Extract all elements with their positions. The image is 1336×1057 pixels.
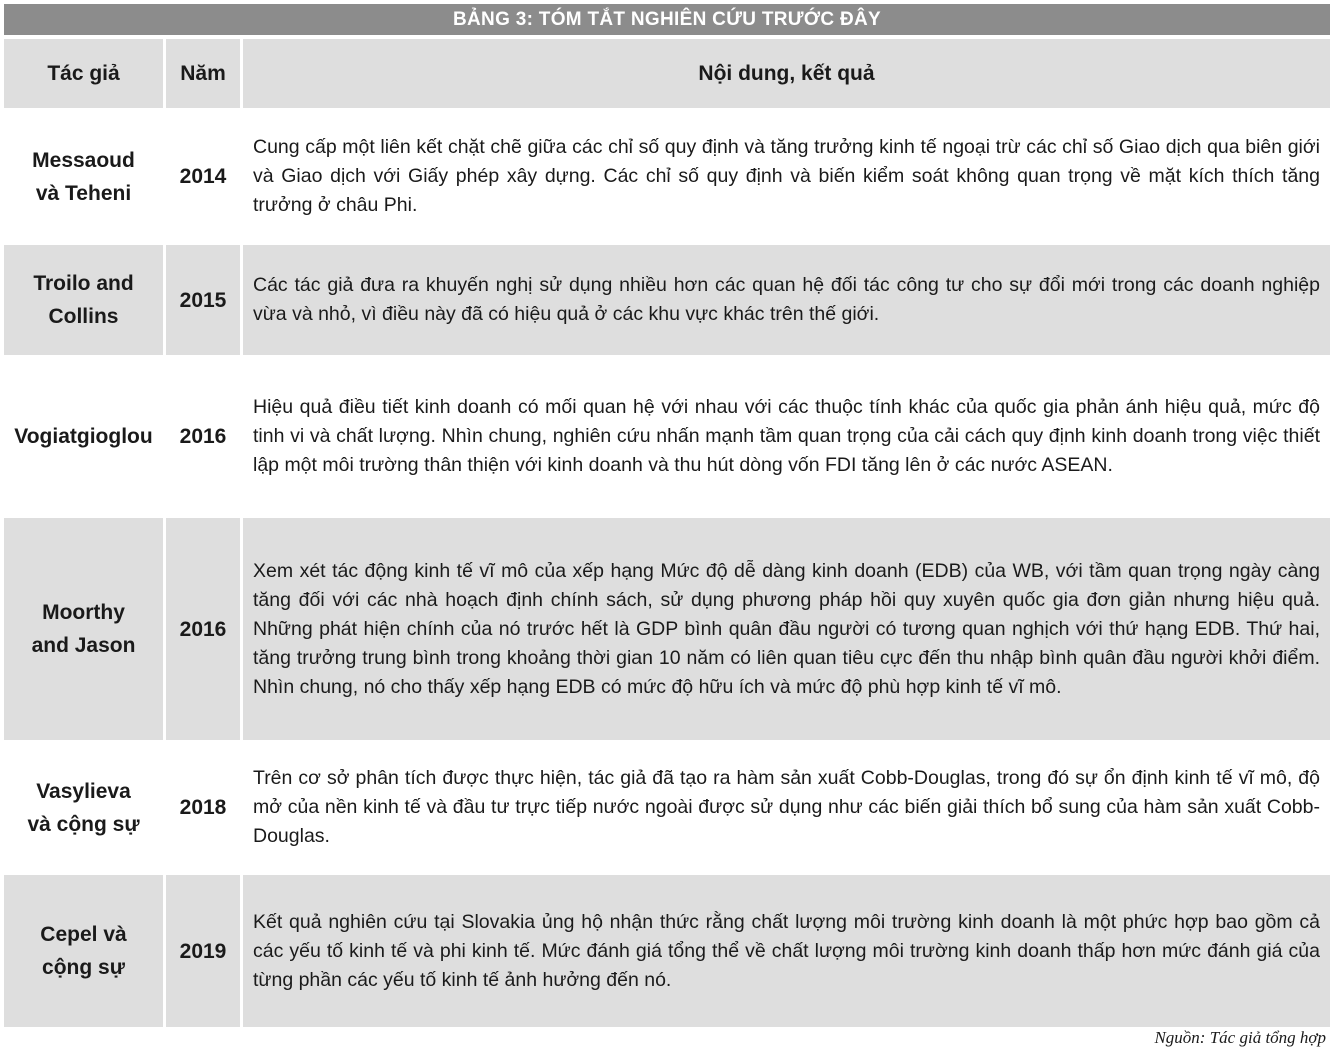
- author-cell: [4, 359, 163, 514]
- author-line: và cộng sự: [27, 812, 140, 836]
- summary-table: [4, 35, 1330, 1027]
- summary-table-container: [4, 4, 1330, 1027]
- content-cell: Các tác giả đưa ra khuyến nghị sử dụng nhiều hơn các quan hệ đối tác công tư cho sự đổi mới trong các doanh nghiệp vừa và nhỏ, vì điều này đã có hiệu quả ở các khu vực khác trên thế giới.: [240, 245, 1330, 355]
- year-cell: 2015: [163, 245, 240, 355]
- table-title: BẢNG 3: TÓM TẮT NGHIÊN CỨU TRƯỚC ĐÂY: [4, 4, 1330, 35]
- header-row: [4, 39, 1330, 108]
- table-row: [4, 518, 1330, 740]
- author-line: Vogiatgioglou: [14, 425, 153, 448]
- author-line: Messaoud: [32, 148, 135, 172]
- header-author: Tác giả: [4, 39, 163, 108]
- author-cell: [4, 112, 163, 241]
- author-line: Troilo and: [33, 272, 134, 295]
- content-cell: Cung cấp một liên kết chặt chẽ giữa các chỉ số quy định và tăng trưởng kinh tế ngoại trừ các chỉ số Giao dịch qua biên giới và Giao dịch với Giấy phép xây dựng. Các chỉ số quy định và biến kiểm soát không quan trọng về mặt kích thích tăng trưởng ở châu Phi.: [240, 112, 1330, 241]
- content-cell: Trên cơ sở phân tích được thực hiện, tác giả đã tạo ra hàm sản xuất Cobb-Douglas, trong đó sự ổn định kinh tế vĩ mô, độ mở của nền kinh tế và đầu tư trực tiếp nước ngoài được sử dụng như các biến giải thích bổ sung của hàm sản xuất Cobb-Douglas.: [240, 744, 1330, 871]
- table-row: [4, 359, 1330, 514]
- content-cell: Kết quả nghiên cứu tại Slovakia ủng hộ nhận thức rằng chất lượng môi trường kinh doanh là một phức hợp bao gồm cả các yếu tố kinh tế và phi kinh tế. Mức đánh giá tổng thể về chất lượng môi trường kinh doanh thấp hơn mức đánh giá của từng phần các yếu tố kinh tế ảnh hưởng đến nó.: [240, 875, 1330, 1027]
- author-line: Cepel và: [40, 923, 127, 946]
- year-cell: 2018: [163, 744, 240, 871]
- author-line: cộng sự: [42, 956, 125, 979]
- source-note: Nguồn: Tác giả tổng hợp: [1154, 1028, 1326, 1047]
- year-cell: 2016: [163, 359, 240, 514]
- table-row: [4, 112, 1330, 241]
- author-line: Moorthy: [42, 601, 125, 624]
- author-line: and Jason: [31, 634, 136, 657]
- year-cell: 2014: [163, 112, 240, 241]
- header-content: Nội dung, kết quả: [240, 39, 1330, 108]
- author-cell: [4, 875, 163, 1027]
- author-cell: [4, 245, 163, 355]
- year-cell: 2019: [163, 875, 240, 1027]
- author-line: và Teheni: [35, 181, 132, 205]
- year-cell: 2016: [163, 518, 240, 740]
- author-cell: [4, 744, 163, 871]
- author-line: Vasylieva: [36, 779, 131, 803]
- author-line: Collins: [48, 305, 119, 328]
- author-cell: [4, 518, 163, 740]
- content-cell: Xem xét tác động kinh tế vĩ mô của xếp hạng Mức độ dễ dàng kinh doanh (EDB) của WB, với tầm quan trọng ngày càng tăng đối với các nhà hoạch định chính sách, sử dụng phương pháp hồi quy xuyên quốc gia đơn giản nhưng hiệu quả. Những phát hiện chính của nó trước hết là GDP bình quân đầu người có tương quan nghịch với thứ hạng EDB. Thứ hai, tăng trưởng trung bình trong khoảng thời gian 10 năm có liên quan tiêu cực đến thu nhập bình quân đầu người khởi điểm. Nhìn chung, nó cho thấy xếp hạng EDB có mức độ hữu ích và mức độ phù hợp kinh tế vĩ mô.: [240, 518, 1330, 740]
- table-row: [4, 245, 1330, 355]
- table-row: [4, 744, 1330, 871]
- header-year: Năm: [163, 39, 240, 108]
- table-row: [4, 875, 1330, 1027]
- content-cell: Hiệu quả điều tiết kinh doanh có mối quan hệ với nhau với các thuộc tính khác của quốc gia phản ánh hiệu quả, mức độ tinh vi và chất lượng. Nhìn chung, nghiên cứu nhấn mạnh tầm quan trọng của cải cách quy định kinh doanh trong việc thiết lập một môi trường thân thiện với kinh doanh và thu hút dòng vốn FDI tăng lên ở các nước ASEAN.: [240, 359, 1330, 514]
